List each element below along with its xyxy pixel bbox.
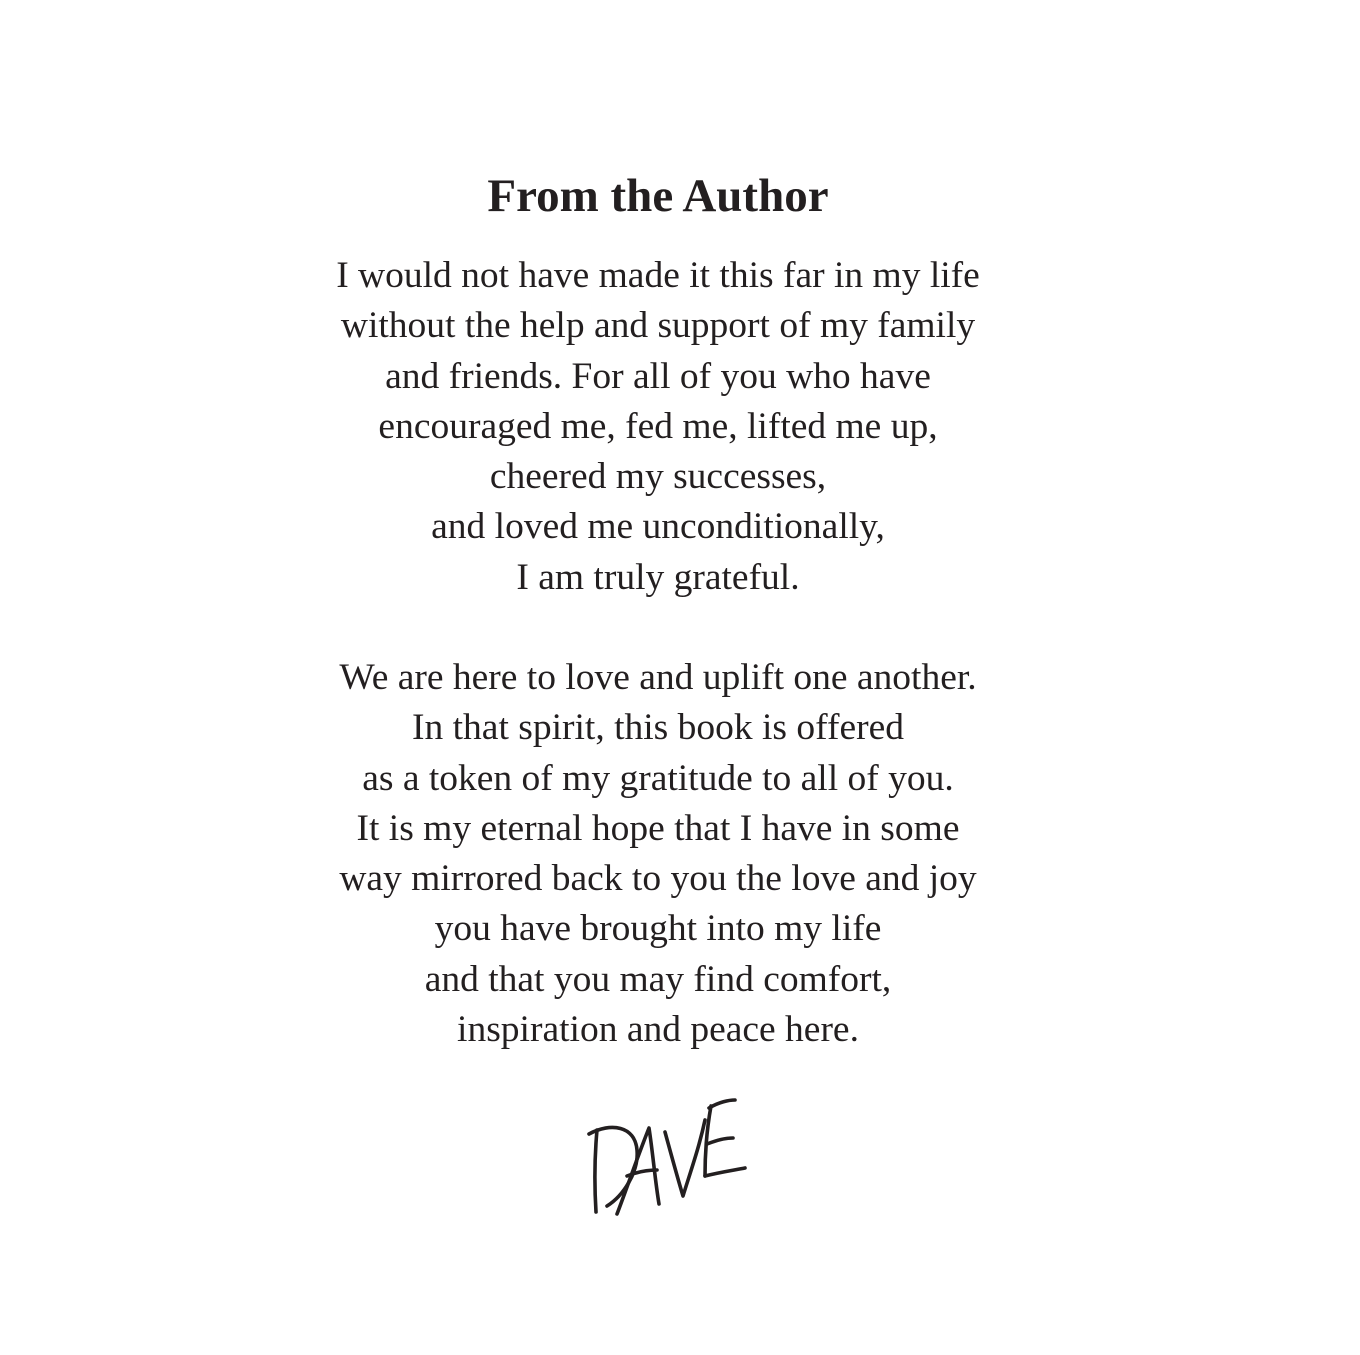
page-title: From the Author xyxy=(487,170,829,222)
poem-line: cheered my successes, xyxy=(489,456,827,498)
poem-line: and friends. For all of you who have xyxy=(385,355,931,397)
poem-line: I am truly grateful. xyxy=(516,556,800,598)
poem-line: without the help and support of my family xyxy=(340,305,976,347)
poem-line: way mirrored back to you the love and joy xyxy=(339,858,977,900)
stanza-offering xyxy=(0,653,1316,1055)
stanza-gratitude xyxy=(0,251,1316,603)
poem-line: It is my eternal hope that I have in some xyxy=(356,807,960,849)
author-signature xyxy=(583,1092,753,1222)
poem-line: inspiration and peace here. xyxy=(457,1009,859,1051)
poem-line: as a token of my gratitude to all of you. xyxy=(362,757,954,799)
poem-line: I would not have made it this far in my life xyxy=(336,255,980,296)
poem-line: encouraged me, fed me, lifted me up, xyxy=(378,405,938,447)
poem-line: and loved me unconditionally, xyxy=(431,506,885,548)
poem-line: and that you may find comfort, xyxy=(424,958,892,1000)
poem-line: In that spirit, this book is offered xyxy=(412,707,904,749)
poem-line: you have brought into my life xyxy=(434,908,882,950)
poem-line: We are here to love and uplift one another. xyxy=(339,657,977,698)
